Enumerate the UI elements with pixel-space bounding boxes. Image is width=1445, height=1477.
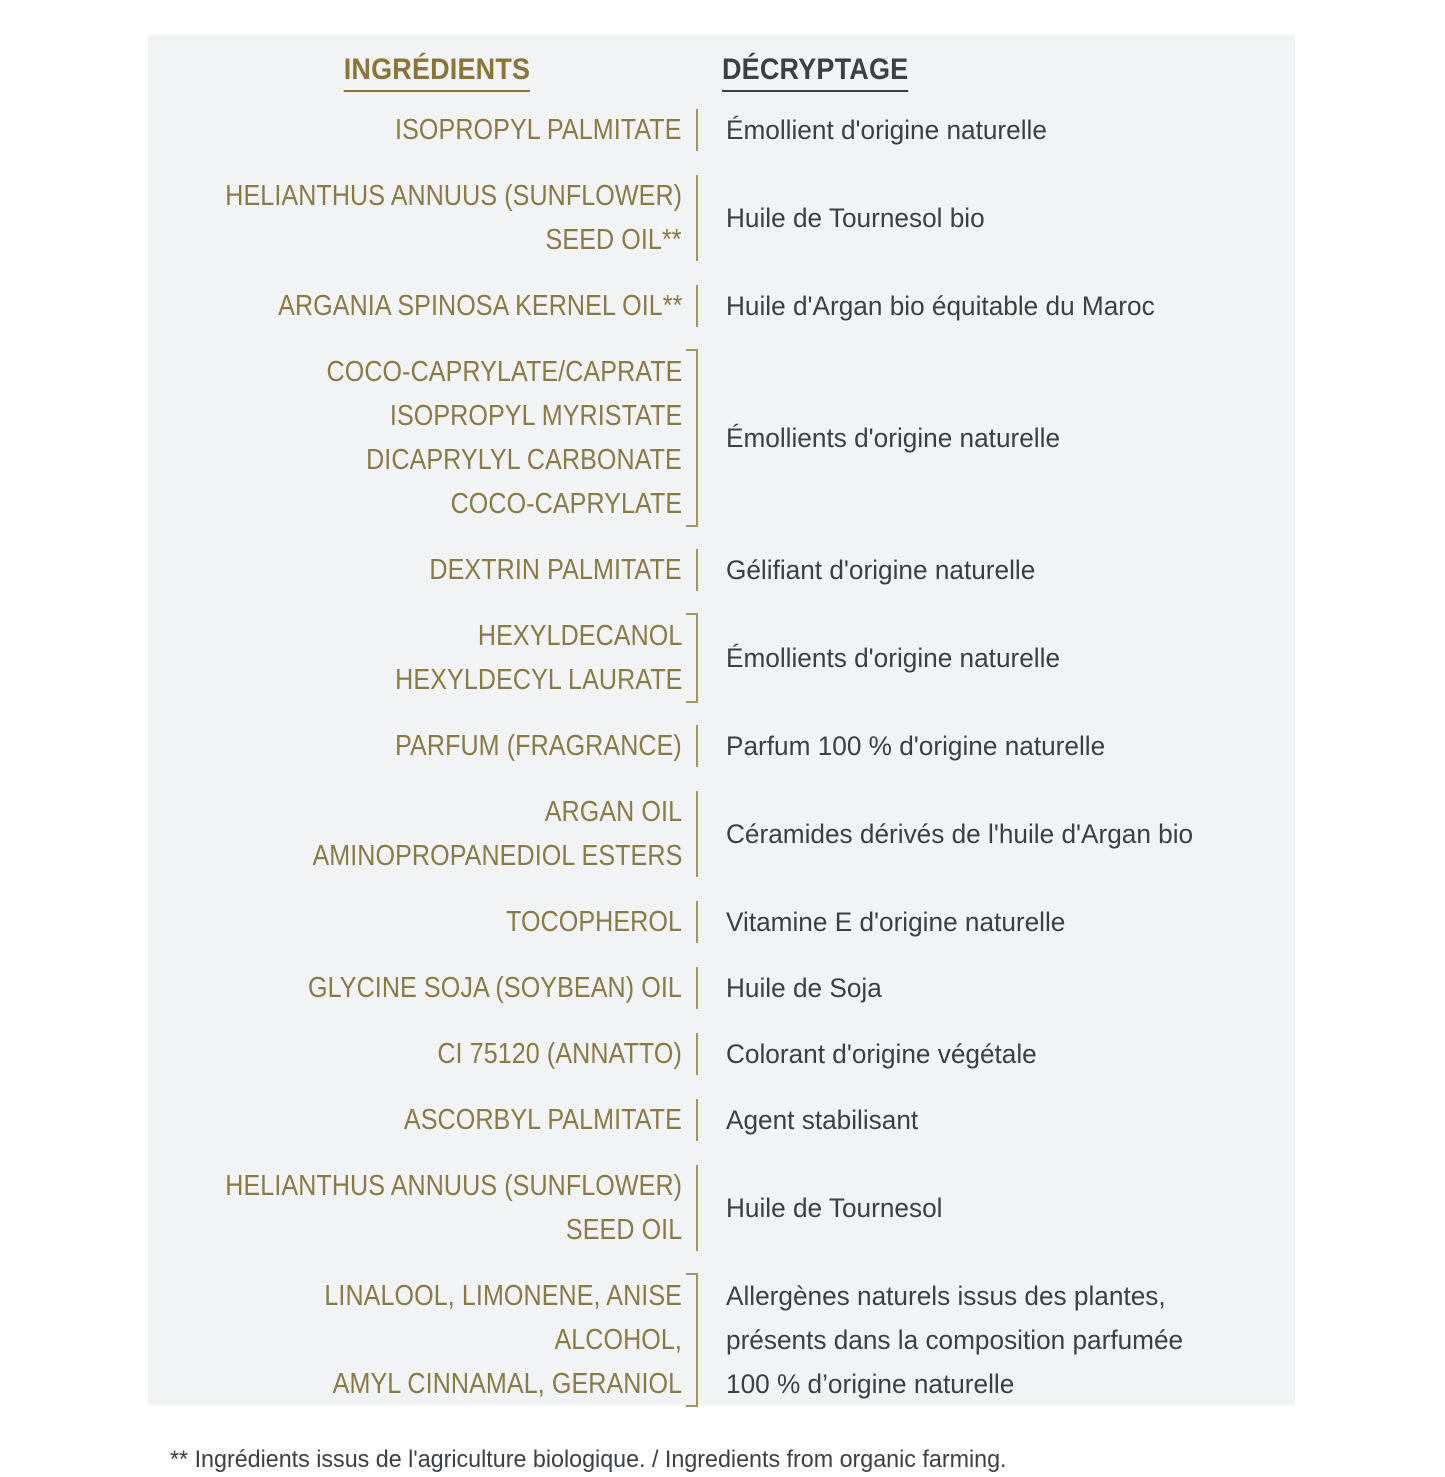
table-row [148,779,1295,889]
column-divider [682,779,704,889]
ingredient-description: Émollients d'origine naturelle [726,423,1061,453]
ingredient-name: LINALOOL, LIMONENE, ANISE ALCOHOL, AMYL CINNAMAL, GERANIOL [324,1280,682,1400]
ingredients-panel [148,35,1295,1473]
ingredient-description: Vitamine E d'origine naturelle [726,907,1066,937]
table-row [148,537,1295,603]
group-bracket [682,339,704,537]
ingredient-description: Agent stabilisant [726,1105,919,1135]
column-divider [682,713,704,779]
table-row [148,713,1295,779]
ingredient-name: ARGANIA SPINOSA KERNEL OIL** [277,290,682,322]
ingredient-description: Allergènes naturels issus des plantes, présents dans la composition parfumée 100 % d’origine naturelle [726,1281,1184,1399]
table-row [148,955,1295,1021]
column-divider [682,273,704,339]
group-bracket [682,1263,704,1417]
ingredient-name: DEXTRIN PALMITATE [429,554,682,586]
ingredient-description: Émollient d'origine naturelle [726,115,1047,145]
column-header-decryptage: DÉCRYPTAGE [722,53,908,92]
column-divider [682,163,704,273]
ingredient-name: GLYCINE SOJA (SOYBEAN) OIL [308,972,682,1004]
ingredient-description: Huile d'Argan bio équitable du Maroc [726,291,1155,321]
column-divider [682,1087,704,1153]
table-header-row [148,35,1295,97]
ingredient-name: CI 75120 (ANNATTO) [437,1038,682,1070]
ingredient-description: Colorant d'origine végétale [726,1039,1037,1069]
table-row [148,163,1295,273]
ingredient-description: Huile de Soja [726,973,882,1003]
ingredient-description: Huile de Tournesol bio [726,203,985,233]
ingredient-name: HELIANTHUS ANNUUS (SUNFLOWER) SEED OIL [225,1170,682,1246]
ingredient-description: Huile de Tournesol [726,1193,943,1223]
table-row [148,1087,1295,1153]
organic-footnote [148,1443,1295,1477]
ingredient-description: Parfum 100 % d'origine naturelle [726,731,1106,761]
table-row [148,1021,1295,1087]
table-row [148,889,1295,955]
column-divider [682,537,704,603]
table-row [148,339,1295,537]
group-bracket [682,603,704,713]
column-header-ingredients: INGRÉDIENTS [343,53,530,92]
ingredient-name: ARGAN OIL AMINOPROPANEDIOL ESTERS [312,796,682,872]
ingredient-name: TOCOPHEROL [505,906,682,938]
table-row [148,1263,1295,1417]
ingredient-name: HELIANTHUS ANNUUS (SUNFLOWER) SEED OIL** [225,180,682,256]
ingredient-description: Céramides dérivés de l'huile d'Argan bio [726,819,1194,849]
ingredient-name: PARFUM (FRAGRANCE) [395,730,682,762]
ingredient-name: ASCORBYL PALMITATE [404,1104,682,1136]
table-row [148,603,1295,713]
ingredients-table [148,97,1295,1417]
column-divider [682,1021,704,1087]
column-divider [682,889,704,955]
column-divider [682,1153,704,1263]
column-divider [682,955,704,1021]
table-row [148,273,1295,339]
table-row [148,97,1295,163]
table-row [148,1153,1295,1263]
ingredient-name: COCO-CAPRYLATE/CAPRATE ISOPROPYL MYRISTATE DICAPRYLYL CARBONATE COCO-CAPRYLATE [326,356,682,520]
ingredient-description: Émollients d'origine naturelle [726,643,1061,673]
ingredient-name: ISOPROPYL PALMITATE [395,114,682,146]
organic-footnote-text: ** Ingrédients issus de l'agriculture biologique. / Ingredients from organic farming. [170,1446,1007,1473]
ingredient-description: Gélifiant d'origine naturelle [726,555,1036,585]
column-divider [682,97,704,163]
ingredient-name: HEXYLDECANOL HEXYLDECYL LAURATE [394,620,682,696]
